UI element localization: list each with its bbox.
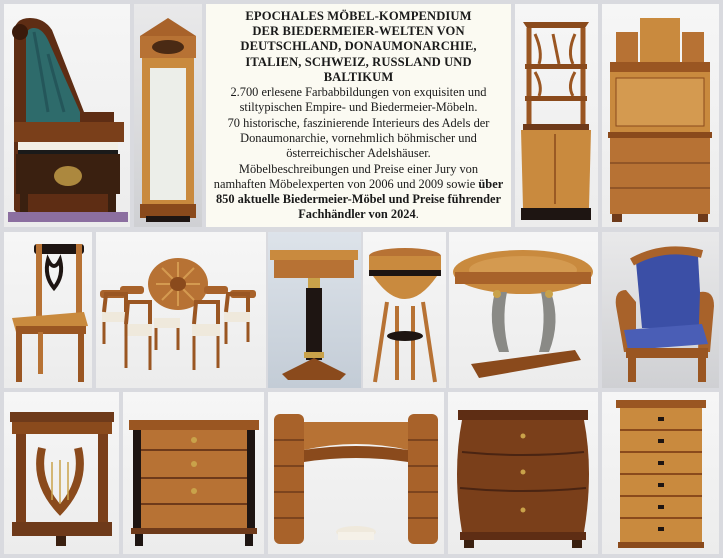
tall-chest-image (602, 392, 719, 554)
etagere-image (515, 4, 598, 227)
chair-image (4, 232, 92, 388)
headline-line: ITALIEN, SCHWEIZ, RUSSLAND UND BALTIKUM (245, 54, 472, 84)
dressing-table-image (268, 392, 444, 554)
console-image (4, 392, 119, 554)
bombe-chest-image (448, 392, 598, 554)
round-table-image (449, 232, 598, 388)
sewing-table-image (363, 232, 446, 388)
catalog-description (206, 4, 511, 227)
prices-highlight: über 850 aktuelle Biedermeier-Möbel und Preise führender Fachhändler von 2024 (215, 176, 504, 222)
prices-text: Möbelbeschreibungen und Preise einer Jury von namhaften Möbelexperten von 2006 und 2009 sowie (213, 161, 479, 191)
armchair-image (602, 232, 719, 388)
giraffe-piano-image (4, 4, 130, 227)
paragraph-prices (212, 162, 505, 223)
secretary-image (602, 4, 719, 227)
headline-line: DEUTSCHLAND, DONAUMONARCHIE, (240, 39, 477, 54)
paragraph-images: 2.700 erlesene Farbabbildungen von exquisiten und stiltypischen Empire- und Biedermeier-Möbeln. (230, 85, 487, 115)
headline-line: DER BIEDERMEIER-WELTEN VON (252, 24, 465, 39)
mirror-image (134, 4, 202, 227)
paragraph-interiors: 70 historische, faszinierende Interieurs des Adels der Donaumonarchie, vornehmlich böhmischer und österreichischer Adelshäuser. (227, 115, 490, 161)
headline-line: EPOCHALES MÖBEL-KOMPENDIUM (245, 9, 472, 23)
side-table-image (268, 232, 361, 388)
catalog-headline (212, 9, 505, 85)
prices-end: . (415, 207, 419, 222)
commode-image (123, 392, 264, 554)
dining-suite-image (96, 232, 266, 388)
